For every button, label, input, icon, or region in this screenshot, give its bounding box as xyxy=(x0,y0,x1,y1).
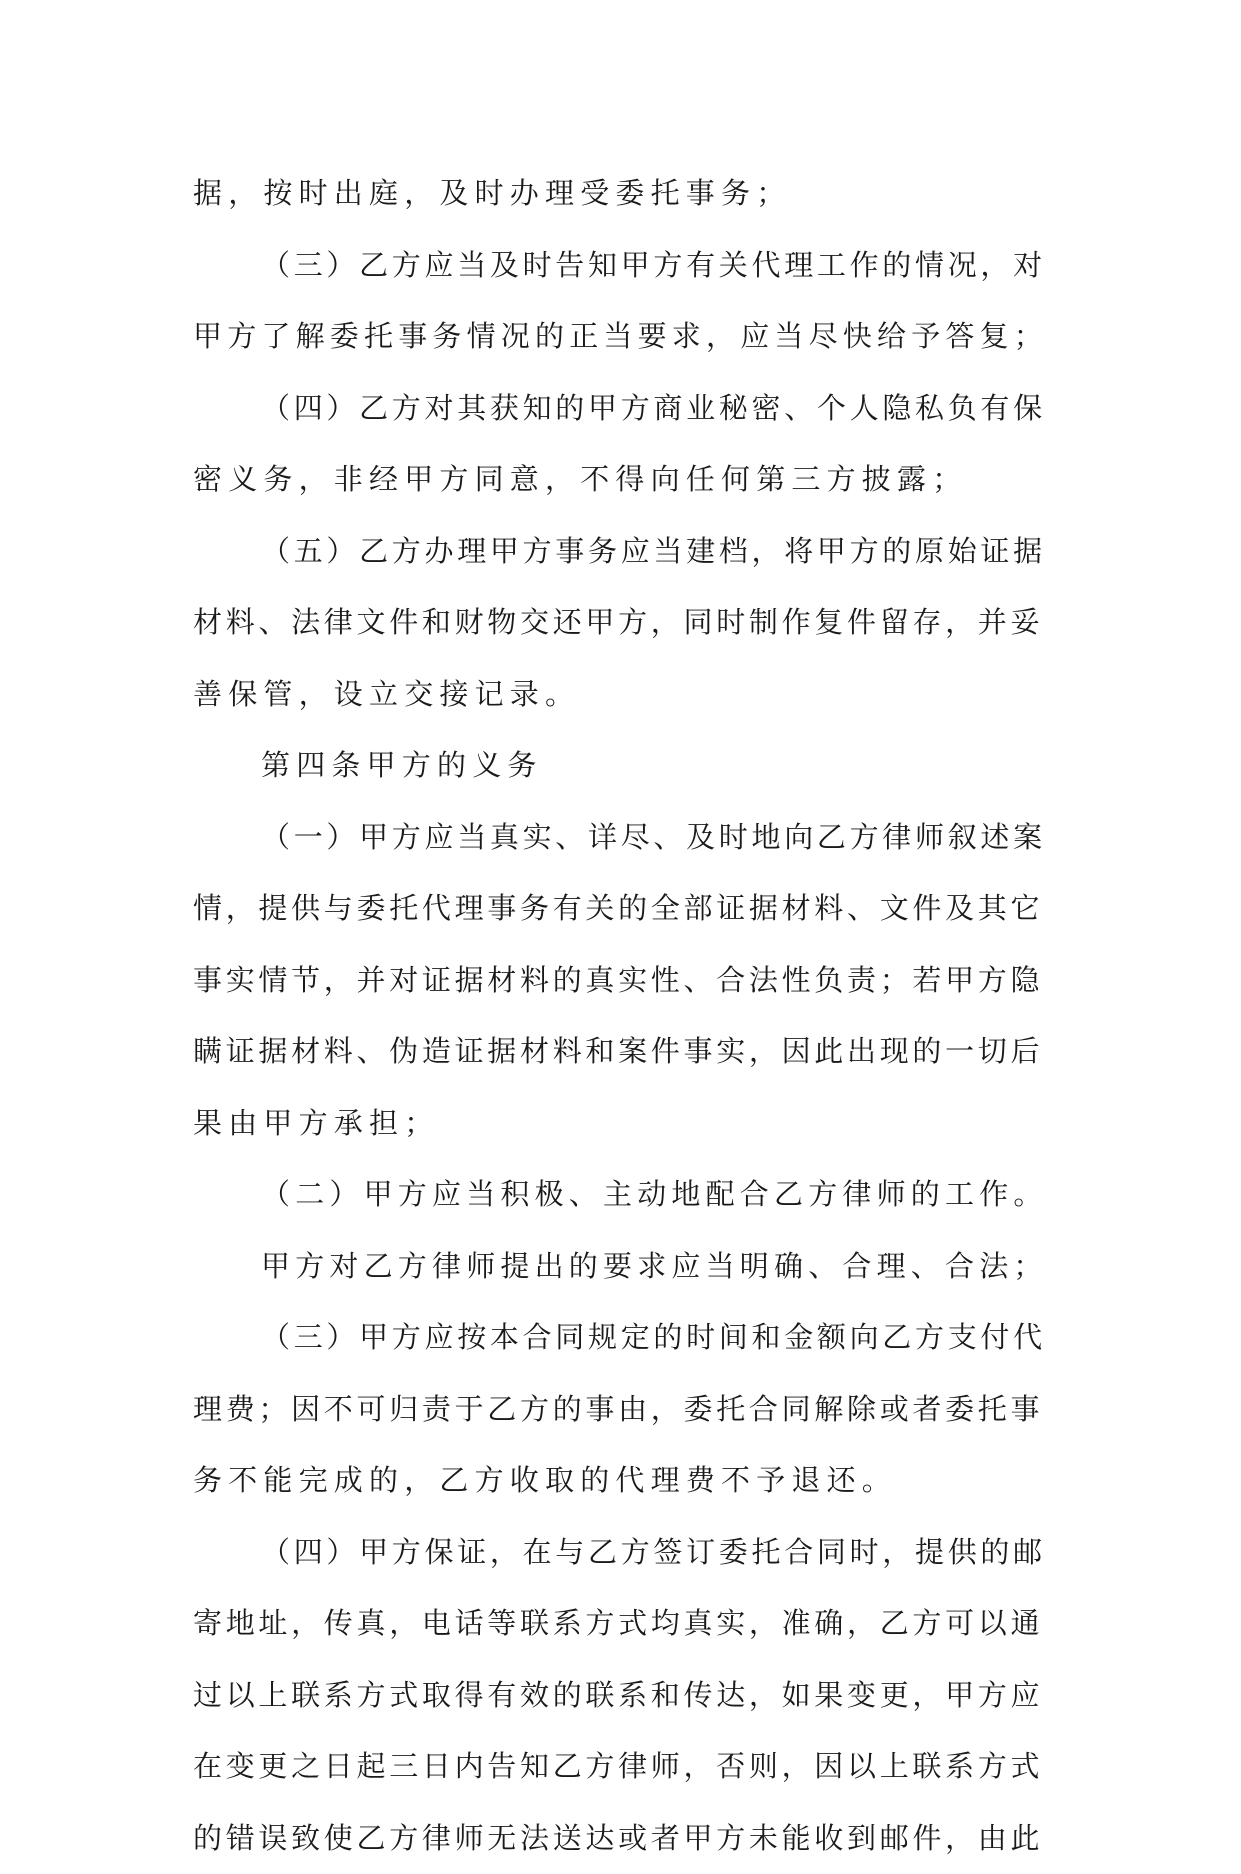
text-line: 情，提供与委托代理事务有关的全部证据材料、文件及其它 xyxy=(193,873,1053,945)
text-line: （二）甲方应当积极、主动地配合乙方律师的工作。 xyxy=(193,1159,1053,1231)
text-line: （三）乙方应当及时告知甲方有关代理工作的情况，对 xyxy=(193,230,1053,302)
section-heading: 第四条甲方的义务 xyxy=(193,730,1053,802)
text-line: 材料、法律文件和财物交还甲方，同时制作复件留存，并妥 xyxy=(193,587,1053,659)
text-line: 务不能完成的，乙方收取的代理费不予退还。 xyxy=(193,1445,1053,1517)
text-line: 善保管，设立交接记录。 xyxy=(193,659,1053,731)
text-line: （一）甲方应当真实、详尽、及时地向乙方律师叙述案 xyxy=(193,802,1053,874)
text-line: （四）乙方对其获知的甲方商业秘密、个人隐私负有保 xyxy=(193,373,1053,445)
text-line: （四）甲方保证，在与乙方签订委托合同时，提供的邮 xyxy=(193,1517,1053,1589)
text-line: 的错误致使乙方律师无法送达或者甲方未能收到邮件，由此 xyxy=(193,1803,1053,1874)
text-line: 事实情节，并对证据材料的真实性、合法性负责；若甲方隐 xyxy=(193,945,1053,1017)
text-line: 寄地址，传真，电话等联系方式均真实，准确，乙方可以通 xyxy=(193,1588,1053,1660)
text-line: 甲方对乙方律师提出的要求应当明确、合理、合法； xyxy=(193,1231,1053,1303)
text-line: 甲方了解委托事务情况的正当要求，应当尽快给予答复； xyxy=(193,301,1053,373)
text-line: 瞒证据材料、伪造证据材料和案件事实，因此出现的一切后 xyxy=(193,1016,1053,1088)
text-line: 密义务，非经甲方同意，不得向任何第三方披露； xyxy=(193,444,1053,516)
text-line: （五）乙方办理甲方事务应当建档，将甲方的原始证据 xyxy=(193,516,1053,588)
text-line: 过以上联系方式取得有效的联系和传达，如果变更，甲方应 xyxy=(193,1660,1053,1732)
text-line: 在变更之日起三日内告知乙方律师，否则，因以上联系方式 xyxy=(193,1731,1053,1803)
document-body xyxy=(193,158,1053,1874)
text-line: 理费；因不可归责于乙方的事由，委托合同解除或者委托事 xyxy=(193,1374,1053,1446)
text-line: 果由甲方承担； xyxy=(193,1088,1053,1160)
text-line: （三）甲方应按本合同规定的时间和金额向乙方支付代 xyxy=(193,1302,1053,1374)
text-line: 据，按时出庭，及时办理受委托事务； xyxy=(193,158,1053,230)
